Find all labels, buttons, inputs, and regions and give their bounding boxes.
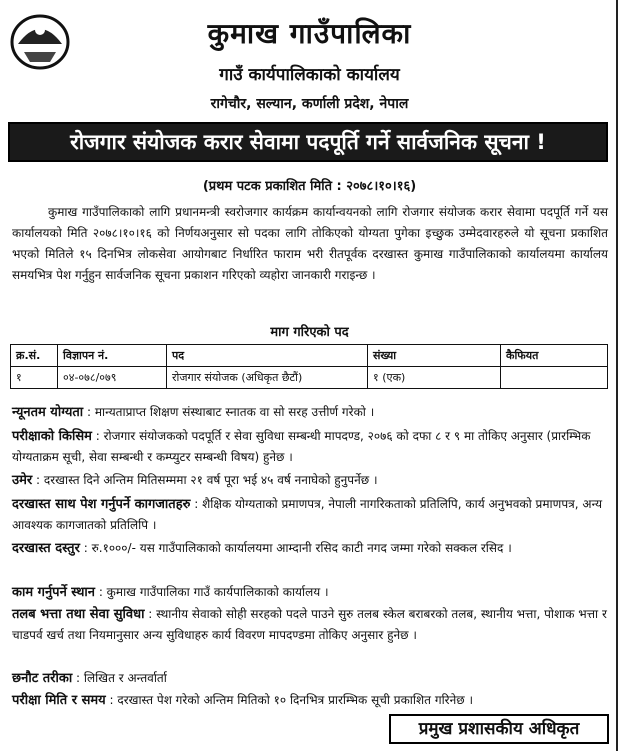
signature-box: प्रमुख प्रशासकीय अधिकृत: [389, 714, 609, 744]
col-advertisement: विज्ञापन नं.: [58, 345, 167, 367]
table-row: [11, 367, 608, 389]
req-salary: तलब भत्ता तथा सेवा सुविधा : स्थानीय सेवाको सोही सरहको पदले पाउने सुरु तलब स्केल बराबरको तलब, स्थानीय भत्ता, पोशाक भत्ता र चाडपर्व खर्च तथा नियमानुसार अन्य सुविधाहरु कार्य विवरण मापदण्डमा तोकिए अनुसार हुनेछ ।: [12, 607, 607, 642]
col-count: संख्या: [368, 345, 501, 367]
intro-paragraph: कुमाख गाउँपालिकाको लागि प्रधानमन्त्री स्वरोजगार कार्यक्रम कार्यान्वयनको लागि रोजगार संयोजक करार सेवामा पदपूर्ति गर्ने यस कार्यालयको मिति २०७८।१०।१६ को निर्णयअनुसार सो पदका लागि तोकिएको योग्यता पुगेका इच्छुक उम्मेदवारहरुले यो सूचना प्रकाशित भएको मितिले १५ दिनभित्र लोकसेवा आयोगबाट निर्धारित फाराम भरी रीतपूर्वक दरखास्त कुमाख गाउँपालिकाको कार्यालयमा कार्यालय समयभित्र पेश गर्नुहुन सार्वजनिक सूचना प्रकाशन गरिएको व्यहोरा जानकारी गराइन्छ ।: [12, 205, 608, 282]
cell-count: १ (एक): [368, 367, 501, 389]
req-age: उमेर : दरखास्त दिने अन्तिम मितिसम्ममा २१ वर्ष पूरा भई ४५ वर्ष ननाघेको हुनुपर्नेछ ।: [12, 473, 378, 488]
req-exam-date: परीक्षा मिति र समय : दरखास्त पेश गरेको अन्तिम मितिको १० दिनभित्र प्रारम्भिक सूची प्रकाशित गरिनेछ ।: [12, 693, 474, 708]
req-documents: दरखास्त साथ पेश गर्नुपर्ने कागजातहरु : शैक्षिक योग्यताको प्रमाणपत्र, नेपाली नागरिकताको प्रतिलिपि, कार्य अनुभवको प्रमाणपत्र, अन्य आवश्यक कागजातको प्रतिलिपि ।: [12, 497, 603, 532]
table-header-row: [11, 345, 608, 367]
posts-table: [10, 344, 608, 389]
req-fee: दरखास्त दस्तुर : रु.१०००/- यस गाउँपालिकाको कार्यालयमा आम्दानी रसिद काटी नगद जम्मा गरेको सक्कल रसिद ।: [12, 541, 512, 556]
banner-text: रोजगार संयोजक करार सेवामा पदपूर्ति गर्ने सार्वजनिक सूचना !: [70, 130, 546, 154]
cell-serial: १: [11, 367, 58, 389]
req-work-place: काम गर्नुपर्ने स्थान : कुमाख गाउँपालिका गाउँ कार्यपालिकाको कार्यालय ।: [12, 585, 329, 600]
cell-advertisement: ०४-०७८/०७९: [58, 367, 167, 389]
notice-banner: [8, 122, 608, 162]
cell-remarks: [501, 367, 608, 389]
req-selection: छनौट तरीका : लिखित र अन्तर्वार्ता: [12, 671, 167, 686]
office-address: रागेचौर, सल्यान, कर्णाली प्रदेश, नेपाल: [210, 96, 409, 112]
req-exam-type: परीक्षाको किसिम : रोजगार संयोजकको पदपूर्ति र सेवा सुविधा सम्बन्धी मापदण्ड, २०७६ को दफा ८ र ९ मा तोकिए अनुसार (प्रारम्भिक योग्यताक्रम सूची, सेवा सम्बन्धी र कम्प्युटर सम्बन्धी विषय) हुनेछ ।: [12, 429, 591, 464]
col-serial: क्र.सं.: [11, 345, 58, 367]
section-title: माग गरिएको पद: [270, 325, 349, 340]
cell-post: रोजगार संयोजक (अधिकृत छैटौं): [167, 367, 368, 389]
req-qualification: न्यूनतम योग्यता : मान्यताप्राप्त शिक्षण संस्थाबाट स्नातक वा सो सरह उत्तीर्ण गरेको ।: [12, 405, 375, 420]
published-date: (प्रथम पटक प्रकाशित मिति : २०७८।१०।१६): [202, 179, 417, 194]
office-subtitle: गाउँ कार्यपालिकाको कार्यालय: [219, 65, 400, 85]
header: [0, 4, 619, 116]
col-remarks: कैफियत: [501, 345, 608, 367]
municipality-title: कुमाख गाउँपालिका: [207, 17, 412, 50]
col-post: पद: [167, 345, 368, 367]
